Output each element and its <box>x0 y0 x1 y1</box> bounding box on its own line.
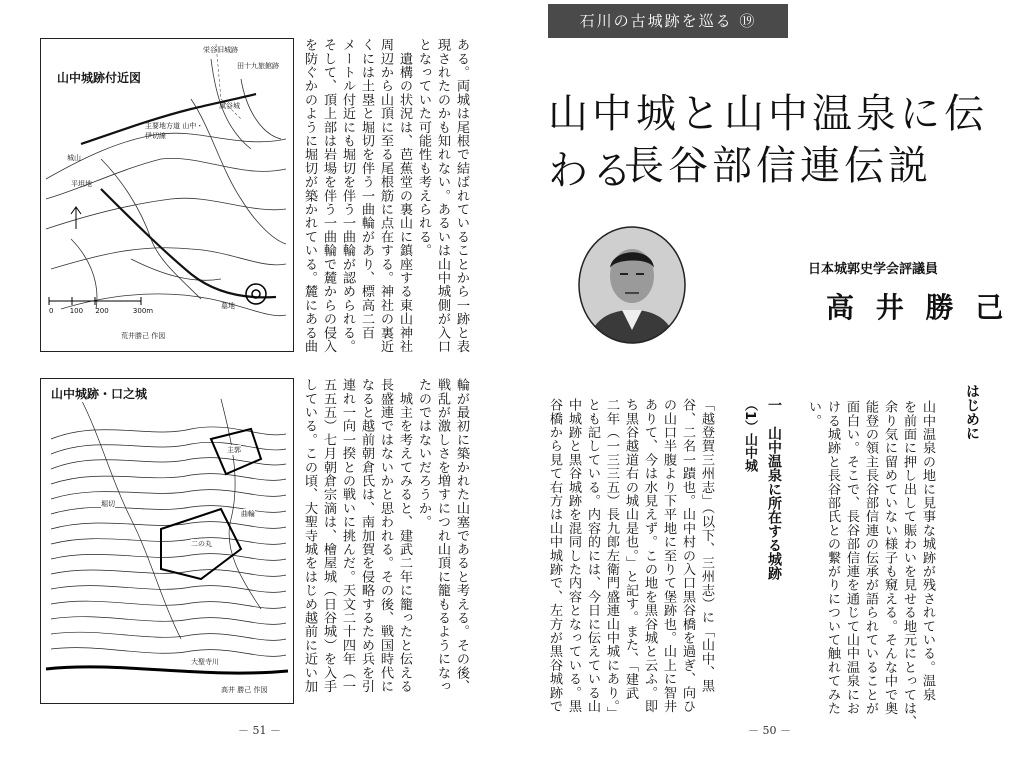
map-castle-label: 二の丸 <box>191 540 212 548</box>
text-column: 谷、二名一蹟也。山中村の入口黒谷橋を過ぎ、向ひ <box>680 398 695 714</box>
article-title-line1: 山中城と山中温泉に伝わる <box>548 91 988 194</box>
author-affiliation: 日本城郭史学会評議員 <box>808 262 939 277</box>
text-column: 余り気に留めていない様子も窺える。そんな中で奥 <box>882 400 897 716</box>
map-castle-label: 曲輪 <box>241 510 255 518</box>
map-vicinity-label: 栄谷旧城跡 <box>203 46 238 54</box>
map-vicinity-label: 主要地方道 山中・伊切線 <box>145 122 204 140</box>
scale-label: 0 <box>49 307 54 315</box>
right-top-text <box>804 400 937 729</box>
article-title-line2: 長谷部信連伝説 <box>624 143 932 189</box>
text-column: 輪が最初に築かれた山塞であると考える。その後、 <box>454 378 469 694</box>
page-number-left: － 51 － <box>238 724 281 737</box>
scale-label: 300m <box>132 307 154 315</box>
text-column: 現されたのかも知れない。あるいは山中城側が入口 <box>435 38 450 354</box>
portrait-icon <box>578 226 686 344</box>
map-castle-drawing <box>41 379 293 703</box>
text-column: 能登の領主長谷部信連の伝承が語られていることが <box>863 400 878 716</box>
text-column: メートル付近にも堀切を伴う一曲輪が認められる。 <box>340 38 355 354</box>
text-column: 「越登賀三州志」（以下、三州志）に「山中、黒 <box>699 398 714 693</box>
text-column: 長盛連ではないかと思われる。その後、戦国時代に <box>378 378 393 694</box>
scale-label: 100 <box>69 307 84 315</box>
text-column: 遺構の状況は、芭蕉堂の裏山に鎮座する東山神社 <box>397 38 412 354</box>
map-castle-title: 山中城跡・口之城 <box>51 387 148 401</box>
map-vicinity-label: 田十九旅館跡 <box>237 62 279 70</box>
map-castle <box>40 378 294 704</box>
text-column: している。この頃、大聖寺城をはじめ越前に近い加 <box>302 378 317 694</box>
left-bottom-text <box>300 378 471 702</box>
text-column: とも記している。内容的には、今日に伝えている山 <box>585 398 600 714</box>
text-column: 谷橋から見て右方は山中城跡で、左方が黒谷城跡で <box>547 398 562 714</box>
map-castle-label: 堀切 <box>101 500 115 508</box>
map-castle-label: 大聖寺川 <box>191 658 219 666</box>
map-vicinity-title: 山中城跡付近図 <box>57 71 142 85</box>
text-column: ありて、今は水見えず。この地を黒谷城と云ふ。即 <box>642 398 657 714</box>
subsection-heading-1: （1）山中城 <box>742 398 757 473</box>
page-number-right: － 50 － <box>748 724 791 737</box>
section-heading-1: 一 山中温泉に所在する城跡 <box>766 398 782 580</box>
text-column: 戦乱が激しさを増すにつれ山頂に籠もるようになっ <box>435 378 450 694</box>
text-column: そして、頂上部は岩場を伴う一曲輪で麓からの侵入 <box>321 38 336 354</box>
series-label: 石川の古城跡を巡る ⑲ <box>548 4 788 38</box>
text-column: 山中温泉の地に見事な城跡が残されている。温泉 <box>920 400 935 702</box>
map-vicinity-scale <box>49 307 153 315</box>
scale-label: 200 <box>95 307 109 315</box>
map-vicinity-label: 墓地 <box>221 302 235 310</box>
text-column: ある。両城は尾根で結ばれていることから一跡と表 <box>454 38 469 354</box>
text-column: 中城跡と黒谷城跡を混同した内容となっている。黒 <box>566 398 581 714</box>
right-bottom-text <box>545 398 716 721</box>
text-column: くには土塁と堀切を伴う一曲輪があり、標高二百 <box>359 38 374 340</box>
text-column: ち黒谷越道右の城山是也。」と記す。また、「建武 <box>623 398 638 700</box>
map-vicinity-label: 城山 <box>67 154 81 162</box>
text-column: を前面に押し出して賑わいを見せる地元にとっては、 <box>901 400 916 729</box>
text-column: 面白い。そこで、長谷部信連を通じて山中温泉にお <box>844 400 859 716</box>
map-vicinity-label: 風谷城 <box>219 102 240 110</box>
text-column: 連れ一向一揆との戦いに挑んだ。天文二十四年（一 <box>340 378 355 694</box>
text-column: い。 <box>806 400 821 428</box>
text-column: の山口半腹より下平地に至りて堡跡也。山上に智井 <box>661 398 676 714</box>
text-column: 城主を考えてみると、建武二年に籠ったと伝える <box>397 378 412 694</box>
left-top-text <box>300 38 471 354</box>
text-column: 周辺から山頂に至る尾根筋に点在する。神社の裏近 <box>378 38 393 354</box>
text-column: ける城跡と長谷部氏との繋がりについて触れてみた <box>825 400 840 716</box>
map-castle-label: 主郭 <box>227 446 241 454</box>
text-column: 五五五）七月朝倉宗滴は、檜屋城（日谷城）を入手 <box>321 378 336 694</box>
text-column: 二年（一三三五）長九郎左衛門盛連山中城にあり。」 <box>604 398 619 721</box>
map-vicinity <box>40 38 294 352</box>
map-vicinity-label: 平坦地 <box>71 180 92 188</box>
text-column: たのではないだろうか。 <box>416 378 431 529</box>
text-column: を防ぐかのように堀切が築かれている。麓にある曲 <box>302 38 317 354</box>
author-name: 高 井 勝 己 <box>826 291 1010 324</box>
text-column: となっていた可能性も考えられる。 <box>416 38 431 258</box>
map-castle-credit: 高井 勝己 作図 <box>221 686 268 694</box>
section-heading-intro: はじめに <box>964 384 980 440</box>
author-photo <box>578 226 686 344</box>
text-column: なると越前朝倉氏は、南加賀を侵略するため兵を引 <box>359 378 374 694</box>
map-vicinity-credit: 荒井勝己 作図 <box>121 332 166 340</box>
